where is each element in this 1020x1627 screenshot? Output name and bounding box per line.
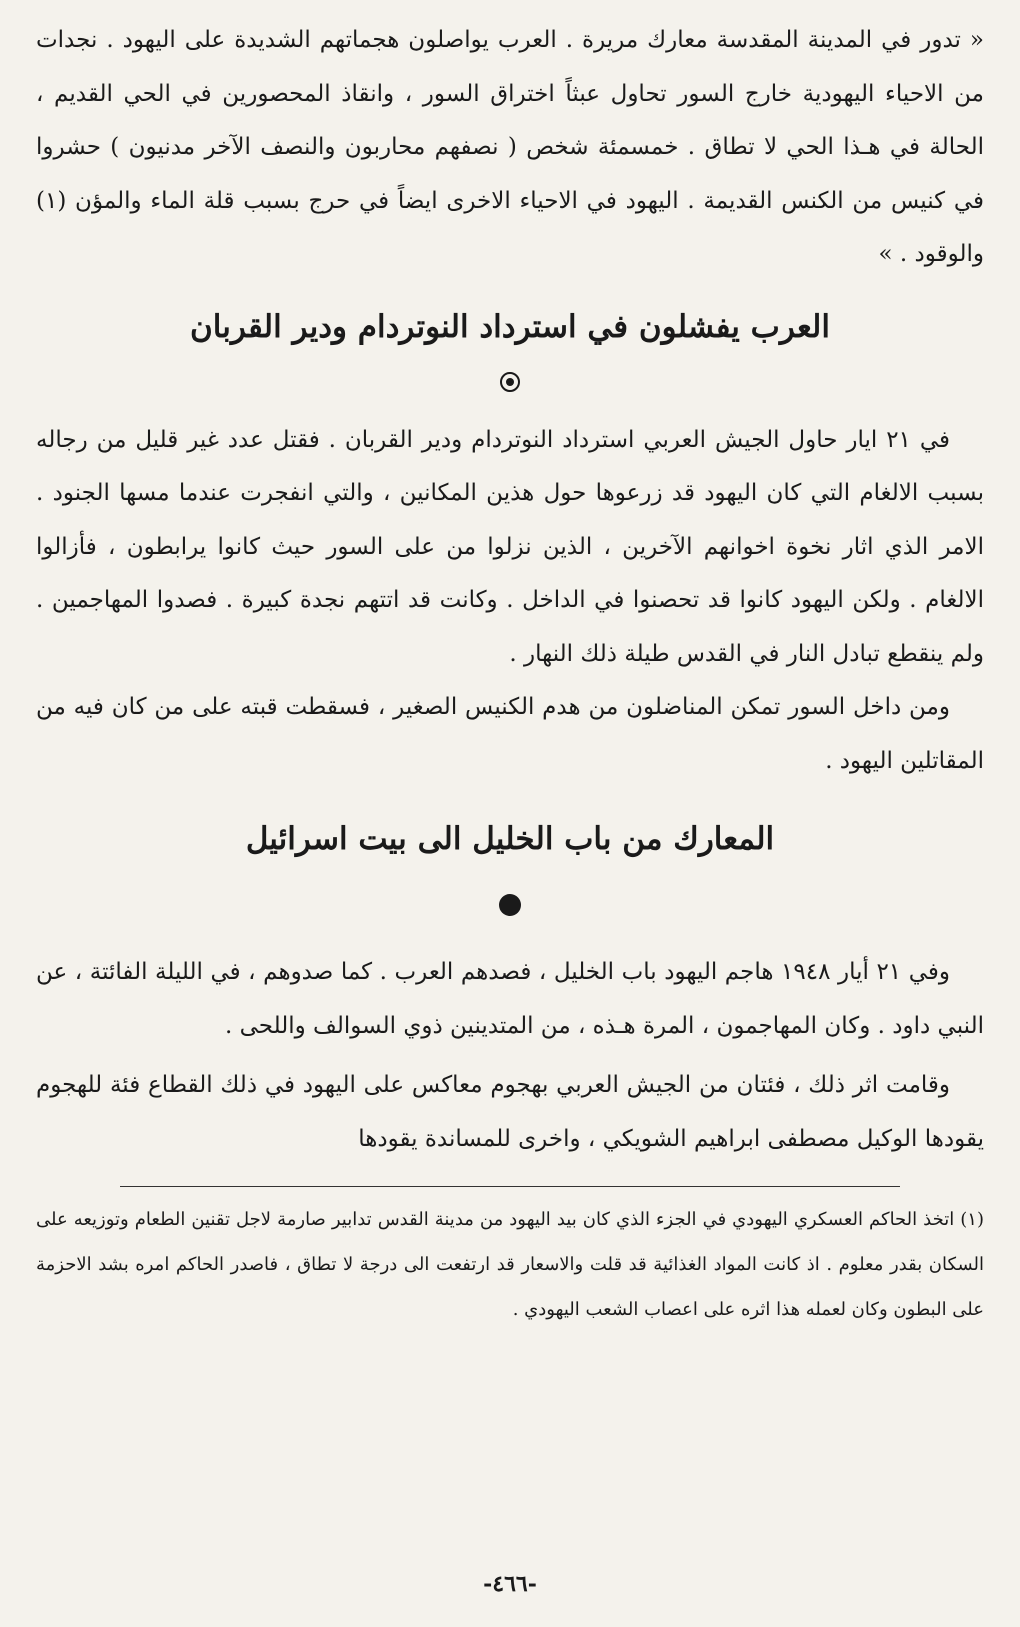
footnote: (١) اتخذ الحاكم العسكري اليهودي في الجزء الذي كان بيد اليهود من مدينة القدس تدابير صارمة لاجل تقنين الطعام وتوزيعه على السكان بقدر معلوم . اذ كانت المواد الغذائية قد قلت والاسعار قد ارتفعت الى درجة لا تطاق ، فاصدر الحاكم امره بشد الاحزمة على البطون وكان لعمله هذا اثره على اعصاب الشعب اليهودي . [36,1209,984,1320]
section1-heading: العرب يفشلون في استرداد النوتردام ودير القربان [190,308,830,345]
section1-paragraph-2: ومن داخل السور تمكن المناضلون من هدم الكنيس الصغير ، فسقطت قبته على من كان فيه من المقاتلين اليهود . [36,694,984,774]
section-ornament [36,358,984,414]
section2-paragraph-2: وقامت اثر ذلك ، فئتان من الجيش العربي بهجوم معاكس على اليهود في ذلك القطاع فئة للهجوم يقودها الوكيل مصطفى ابراهيم الشويكي ، واخرى للمساندة يقودها [36,1072,984,1152]
bullet-dot-icon [499,894,521,916]
page-number: -٤٦٦- [483,1571,537,1597]
section2-paragraph-1: وفي ٢١ أيار ١٩٤٨ هاجم اليهود باب الخليل ، فصدهم العرب . كما صدوهم ، في الليلة الفائتة ، عن النبي داود . وكان المهاجمون ، المرة هـذه ، من المتدينين ذوي السوالف واللحى . [36,959,984,1039]
section-dot [36,870,984,946]
footnote-separator [120,1186,900,1187]
ornament-icon [500,372,520,392]
intro-quote: « تدور في المدينة المقدسة معارك مريرة . العرب يواصلون هجماتهم الشديدة على اليهود . نجدات من الاحياء اليهودية خارج السور تحاول عبثاً اختراق السور ، وانقاذ المحصورين في الحي القديم ، الحالة في هـذا الحي لا تطاق . خمسمئة شخص ( نصفهم محاربون والنصف الآخر مدنيون ) حشروا في كنيس من الكنس القديمة . اليهود في الاحياء الاخرى ايضاً في حرج بسبب قلة الماء والمؤن (١) والوقود . » [36,27,984,267]
section2-heading: المعارك من باب الخليل الى بيت اسرائيل [245,821,775,857]
section1-paragraph-1: في ٢١ ايار حاول الجيش العربي استرداد النوتردام ودير القربان . فقتل عدد غير قليل من رجاله بسبب الالغام التي كان اليهود قد زرعوها حول هذين المكانين ، والتي انفجرت عندما مسها الجنود . الامر الذي اثار نخوة اخوانهم الآخرين ، الذين نزلوا من على السور حيث كانوا يرابطون ، فأزالوا الالغام . ولكن اليهود كانوا قد تحصنوا في الداخل . وكانت قد اتتهم نجدة كبيرة . فصدوا المهاجمين . ولم ينقطع تبادل النار في القدس طيلة ذلك النهار . [36,426,984,667]
